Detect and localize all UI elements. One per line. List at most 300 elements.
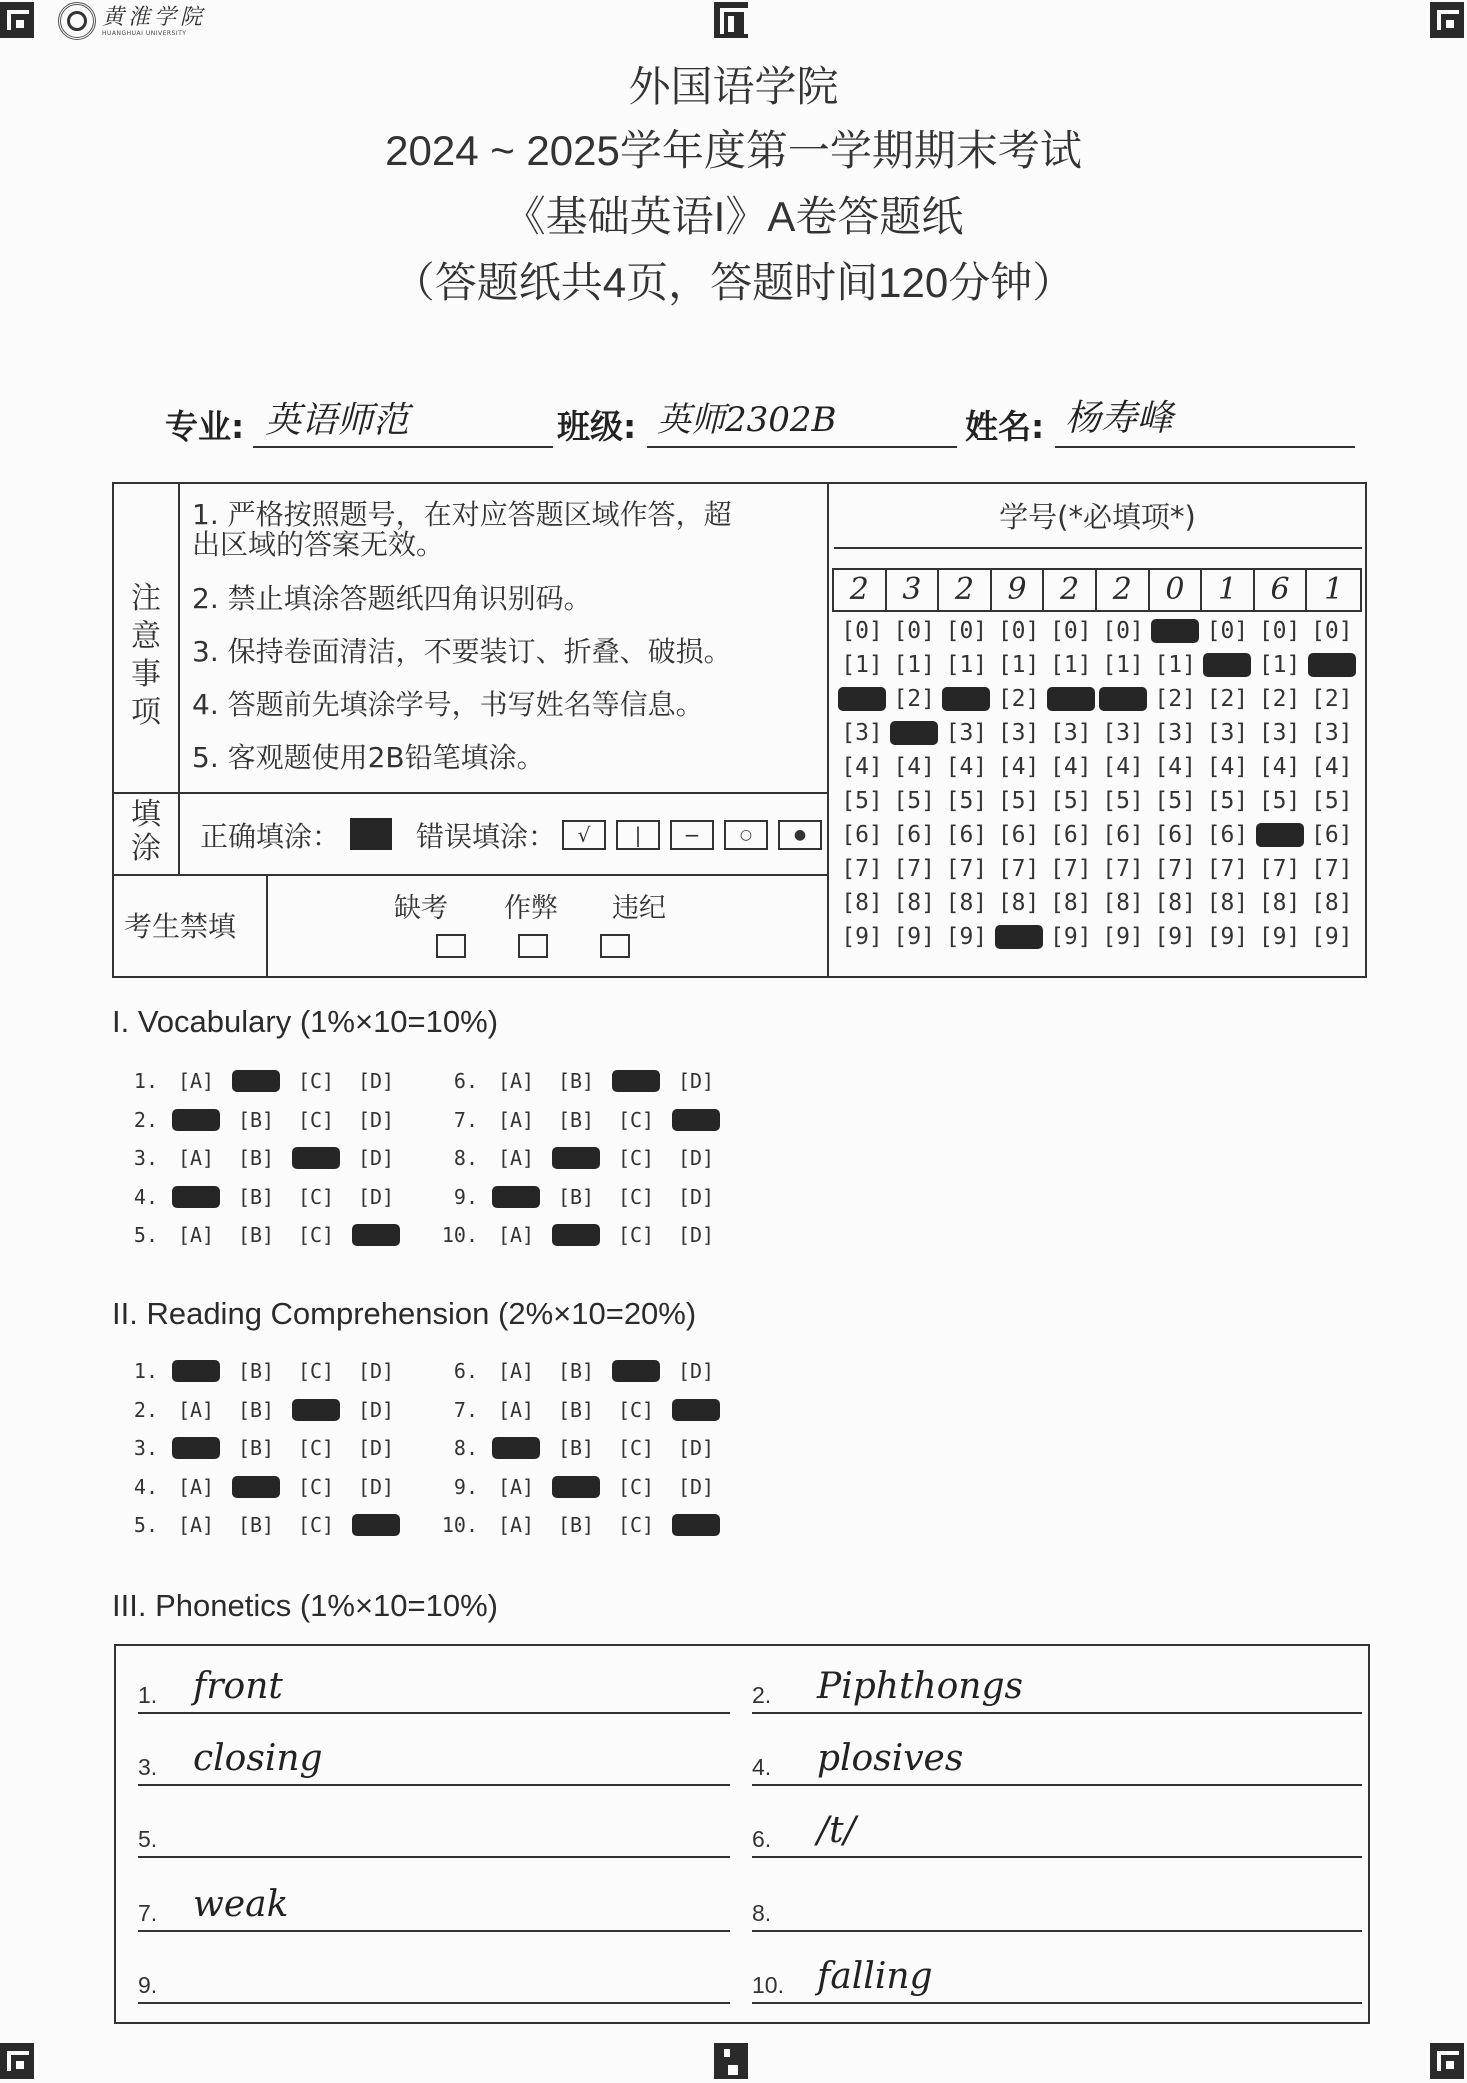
answer-option-d[interactable]	[672, 1399, 720, 1421]
notice-item-2: 2. 禁止填涂答题纸四角识别码。	[192, 582, 592, 615]
phonetics-answer-line[interactable]	[138, 1856, 730, 1858]
student-id-bubble[interactable]: [0]	[841, 618, 883, 644]
student-id-bubble[interactable]: [5]	[997, 788, 1040, 814]
student-id-bubble[interactable]: [0]	[893, 618, 935, 644]
student-id-bubble[interactable]: [4]	[1050, 754, 1092, 780]
student-id-bubble[interactable]: [4]	[997, 754, 1040, 780]
answer-option-c[interactable]: [C]	[297, 1184, 335, 1209]
question-row	[438, 1220, 738, 1250]
student-id-bubble[interactable]: [6]	[893, 822, 935, 848]
answer-option-a[interactable]	[172, 1437, 220, 1459]
answer-option-b[interactable]: [B]	[557, 1397, 595, 1422]
student-id-bubble[interactable]: [4]	[1206, 754, 1249, 780]
name-label: 姓名:	[965, 407, 1045, 446]
student-id-bubble[interactable]: [4]	[1154, 754, 1196, 780]
answer-option-a[interactable]: [A]	[497, 1146, 535, 1170]
phonetics-answer-line[interactable]	[752, 1712, 1362, 1714]
student-id-bubble[interactable]: [2]	[1206, 686, 1249, 712]
student-id-bubble[interactable]: [3]	[1050, 720, 1092, 746]
university-seal-icon	[58, 2, 96, 40]
wrong-fill-dash-icon: −	[670, 820, 714, 850]
question-row	[118, 1182, 418, 1212]
answer-option-d[interactable]: [D]	[357, 1436, 395, 1460]
student-id-bubble[interactable]	[1047, 687, 1095, 711]
notice-label: 注意事项	[131, 581, 161, 730]
question-number: 8.	[453, 1146, 478, 1170]
answer-option-d[interactable]: [D]	[677, 1474, 715, 1499]
answer-option-c[interactable]: [C]	[617, 1107, 655, 1132]
phonetics-answer-box	[114, 1644, 1370, 2024]
absent-label: 缺考	[394, 893, 448, 924]
answer-option-d[interactable]: [D]	[677, 1184, 715, 1209]
student-id-bubble[interactable]: [8]	[997, 890, 1040, 916]
student-id-digit[interactable]: 2	[1097, 570, 1150, 610]
answer-option-a[interactable]: [A]	[497, 1513, 535, 1537]
phonetics-answer-line[interactable]	[138, 2002, 730, 2004]
student-id-bubble[interactable]: [7]	[893, 856, 935, 882]
question-row	[118, 1395, 418, 1425]
student-id-bubble[interactable]: [5]	[841, 788, 883, 814]
student-id-bubble[interactable]: [1]	[841, 652, 883, 678]
student-id-digit[interactable]: 2	[1044, 570, 1097, 610]
phonetics-number: 2.	[752, 1682, 772, 1708]
answer-option-d[interactable]	[672, 1109, 720, 1131]
student-id-bubble[interactable]: [3]	[945, 720, 988, 746]
phonetics-answer-line[interactable]	[752, 1784, 1362, 1786]
answer-option-d[interactable]: [D]	[357, 1184, 395, 1209]
major-field[interactable]	[165, 392, 555, 452]
student-id-bubble[interactable]: [8]	[841, 890, 883, 916]
answer-option-c[interactable]: [C]	[617, 1474, 655, 1499]
student-id-bubble[interactable]: [9]	[1258, 924, 1301, 950]
answer-option-a[interactable]: [A]	[177, 1513, 215, 1537]
student-id-bubble[interactable]: [3]	[841, 720, 883, 746]
answer-option-c[interactable]: [C]	[617, 1223, 655, 1247]
question-row	[118, 1472, 418, 1502]
answer-option-d[interactable]	[352, 1224, 400, 1246]
answer-option-a[interactable]: [A]	[177, 1223, 215, 1247]
answer-option-c[interactable]: [C]	[297, 1069, 335, 1093]
question-row	[118, 1066, 418, 1096]
answer-option-c[interactable]: [C]	[297, 1436, 335, 1460]
answer-option-b[interactable]	[552, 1147, 600, 1169]
student-id-bubble[interactable]: [1]	[1154, 652, 1196, 678]
student-id-bubble[interactable]: [4]	[893, 754, 935, 780]
answer-option-c[interactable]: [C]	[297, 1474, 335, 1499]
student-id-bubble[interactable]: [7]	[1102, 856, 1144, 882]
student-id-bubble[interactable]	[1203, 653, 1251, 677]
student-id-bubble[interactable]: [5]	[1258, 788, 1301, 814]
phonetics-number: 8.	[752, 1900, 772, 1926]
question-number: 3.	[133, 1146, 158, 1170]
answer-option-c[interactable]: [C]	[297, 1513, 335, 1537]
notice-item-5: 5. 客观题使用2B铅笔填涂。	[192, 741, 545, 774]
student-id-bubble[interactable]: [1]	[945, 652, 988, 678]
section-reading-title: II. Reading Comprehension (2%×10=20%)	[112, 1296, 697, 1331]
center-marker-bottom	[714, 2043, 748, 2079]
paper-title: 《基础英语I》A卷答题纸	[503, 193, 964, 240]
student-id-bubble[interactable]: [8]	[1258, 890, 1301, 916]
answer-option-d[interactable]: [D]	[677, 1146, 715, 1170]
answer-option-b[interactable]	[232, 1070, 280, 1092]
answer-option-b[interactable]: [B]	[557, 1359, 595, 1383]
answer-option-d[interactable]: [D]	[357, 1107, 395, 1132]
notice-item-4: 4. 答题前先填涂学号，书写姓名等信息。	[192, 688, 704, 721]
question-row	[118, 1356, 418, 1386]
question-row	[438, 1356, 738, 1386]
violation-checkbox[interactable]	[600, 934, 630, 958]
student-id-bubble[interactable]: [4]	[841, 754, 883, 780]
student-id-bubble[interactable]: [9]	[893, 924, 935, 950]
student-id-bubble[interactable]: [3]	[1154, 720, 1196, 746]
student-id-bubble[interactable]: [2]	[1258, 686, 1301, 712]
question-row	[118, 1105, 418, 1135]
student-id-bubble[interactable]: [8]	[1102, 890, 1144, 916]
student-id-bubble[interactable]	[1151, 619, 1199, 643]
corner-marker-bottom-right	[1430, 2043, 1464, 2079]
answer-option-a[interactable]: [A]	[497, 1107, 535, 1132]
student-id-bubble[interactable]: [5]	[1050, 788, 1092, 814]
student-id-bubble[interactable]: [7]	[997, 856, 1040, 882]
notice-item-1-cont: 出区域的答案无效。	[192, 528, 445, 561]
answer-option-a[interactable]: [A]	[177, 1146, 215, 1170]
corner-marker-top-right	[1430, 2, 1464, 38]
cheating-label: 作弊	[504, 893, 558, 924]
phonetics-answer-line[interactable]	[138, 1784, 730, 1786]
answer-option-a[interactable]: [A]	[497, 1069, 535, 1093]
student-id-bubble[interactable]: [4]	[945, 754, 988, 780]
answer-option-a[interactable]	[172, 1186, 220, 1208]
student-id-bubble[interactable]: [5]	[1102, 788, 1144, 814]
answer-option-b[interactable]: [B]	[237, 1359, 275, 1383]
answer-option-b[interactable]: [B]	[557, 1436, 595, 1460]
answer-option-d[interactable]: [D]	[357, 1146, 395, 1170]
phonetics-answer-line[interactable]	[752, 1930, 1362, 1932]
corner-marker-top-left	[0, 2, 34, 38]
student-id-bubble[interactable]: [0]	[945, 618, 988, 644]
answer-option-c[interactable]: [C]	[297, 1359, 335, 1383]
student-id-bubble[interactable]: [0]	[1258, 618, 1301, 644]
answer-option-a[interactable]: [A]	[177, 1397, 215, 1422]
phonetics-number: 7.	[138, 1900, 158, 1926]
student-id-bubble[interactable]	[942, 687, 990, 711]
phonetics-answer-line[interactable]	[752, 2002, 1362, 2004]
student-id-bubble[interactable]: [6]	[1206, 822, 1249, 848]
student-id-bubble[interactable]: [2]	[1154, 686, 1196, 712]
answer-option-b[interactable]	[552, 1476, 600, 1498]
answer-option-a[interactable]	[492, 1437, 540, 1459]
question-number: 10.	[441, 1223, 478, 1247]
phonetics-answer: front	[193, 1666, 283, 1707]
answer-option-a[interactable]: [A]	[497, 1359, 535, 1383]
answer-option-d[interactable]: [D]	[357, 1474, 395, 1499]
correct-fill-example-icon	[350, 818, 392, 850]
question-number: 9.	[453, 1474, 478, 1499]
student-id-bubble[interactable]: [1]	[1050, 652, 1092, 678]
student-info-row	[165, 392, 1355, 452]
student-id-bubble[interactable]: [0]	[1050, 618, 1092, 644]
question-row	[118, 1143, 418, 1173]
student-id-bubble[interactable]: [2]	[1311, 686, 1353, 712]
answer-option-d[interactable]	[352, 1514, 400, 1536]
phonetics-number: 6.	[752, 1826, 772, 1852]
answer-option-c[interactable]	[292, 1147, 340, 1169]
student-id-digit[interactable]: 1	[1202, 570, 1255, 610]
wrong-fill-line-icon: |	[616, 820, 660, 850]
answer-option-d[interactable]: [D]	[677, 1069, 715, 1093]
answer-option-c[interactable]	[292, 1399, 340, 1421]
answer-option-b[interactable]	[552, 1224, 600, 1246]
major-value: 英语师范	[265, 400, 410, 441]
student-id-bubble[interactable]: [9]	[1206, 924, 1249, 950]
answer-option-c[interactable]	[612, 1360, 660, 1382]
paper-note: （答题纸共4页，答题时间120分钟）	[392, 259, 1075, 306]
answer-option-b[interactable]: [B]	[557, 1107, 595, 1132]
student-id-digit[interactable]: 0	[1150, 570, 1203, 610]
notice-item-3: 3. 保持卷面清洁，不要装订、折叠、破损。	[192, 635, 732, 668]
student-id-digit[interactable]: 2	[834, 570, 887, 610]
answer-option-b[interactable]: [B]	[237, 1107, 275, 1132]
answer-option-c[interactable]: [C]	[297, 1107, 335, 1132]
forbidden-label: 考生禁填	[124, 910, 237, 943]
answer-option-b[interactable]: [B]	[557, 1069, 595, 1093]
student-id-bubble[interactable]: [4]	[1102, 754, 1144, 780]
student-id-bubble[interactable]: [6]	[841, 822, 883, 848]
student-id-bubble[interactable]: [8]	[1206, 890, 1249, 916]
answer-option-c[interactable]	[612, 1070, 660, 1092]
wrong-fill-dot-icon: ●	[778, 820, 822, 850]
answer-option-d[interactable]: [D]	[357, 1397, 395, 1422]
answer-option-b[interactable]	[232, 1476, 280, 1498]
student-id-bubble[interactable]: [9]	[945, 924, 988, 950]
answer-option-b[interactable]: [B]	[237, 1223, 275, 1247]
question-row	[438, 1433, 738, 1463]
student-id-bubble[interactable]: [7]	[1311, 856, 1353, 882]
student-id-digit[interactable]: 6	[1255, 570, 1308, 610]
answer-option-a[interactable]	[172, 1109, 220, 1131]
question-row	[118, 1220, 418, 1250]
answer-option-d[interactable]: [D]	[357, 1359, 395, 1383]
question-number: 1.	[133, 1359, 158, 1383]
student-id-bubble[interactable]: [7]	[1154, 856, 1196, 882]
class-label: 班级:	[557, 407, 637, 446]
answer-option-a[interactable]	[172, 1360, 220, 1382]
student-id-bubble[interactable]: [1]	[1102, 652, 1144, 678]
logo-name-cn: 黄淮学院	[102, 4, 207, 30]
answer-option-a[interactable]: [A]	[177, 1069, 215, 1093]
answer-option-a[interactable]: [A]	[497, 1474, 535, 1499]
student-id-bubble[interactable]: [4]	[1311, 754, 1353, 780]
student-id-bubble[interactable]: [7]	[1206, 856, 1249, 882]
violation-label: 违纪	[612, 893, 666, 924]
student-id-bubble[interactable]: [5]	[945, 788, 988, 814]
wrong-fill-circle-icon: ○	[724, 820, 768, 850]
phonetics-number: 1.	[138, 1682, 158, 1708]
student-id-bubble[interactable]: [3]	[1258, 720, 1301, 746]
phonetics-answer: plosives	[817, 1738, 964, 1779]
name-value: 杨寿峰	[1065, 398, 1174, 439]
answer-option-a[interactable]: [A]	[497, 1223, 535, 1247]
question-number: 3.	[133, 1436, 158, 1460]
question-number: 9.	[453, 1184, 478, 1209]
answer-option-d[interactable]: [D]	[677, 1436, 715, 1460]
answer-option-a[interactable]: [A]	[177, 1474, 215, 1499]
answer-option-a[interactable]	[492, 1186, 540, 1208]
student-id-bubble[interactable]: [1]	[1258, 652, 1301, 678]
answer-option-b[interactable]: [B]	[557, 1184, 595, 1209]
phonetics-answer: Piphthongs	[817, 1666, 1023, 1707]
student-id-digit[interactable]: 9	[992, 570, 1045, 610]
student-id-bubble[interactable]: [3]	[1102, 720, 1144, 746]
phonetics-number: 4.	[752, 1754, 772, 1780]
student-id-bubble[interactable]: [5]	[1154, 788, 1196, 814]
phonetics-answer: /t/	[817, 1810, 856, 1851]
student-id-bubble[interactable]: [4]	[1258, 754, 1301, 780]
student-id-bubble[interactable]: [3]	[1206, 720, 1249, 746]
question-row	[438, 1395, 738, 1425]
student-id-bubble[interactable]: [6]	[997, 822, 1040, 848]
student-id-bubble[interactable]	[995, 925, 1043, 949]
answer-option-a[interactable]: [A]	[497, 1397, 535, 1422]
phonetics-answer: weak	[193, 1884, 289, 1925]
answer-option-d[interactable]: [D]	[677, 1223, 715, 1247]
question-number: 8.	[453, 1436, 478, 1460]
answer-option-b[interactable]: [B]	[237, 1184, 275, 1209]
student-id-bubble[interactable]: [9]	[1154, 924, 1196, 950]
student-id-bubble[interactable]: [7]	[841, 856, 883, 882]
student-id-bubble[interactable]: [1]	[893, 652, 935, 678]
corner-marker-bottom-left	[0, 2043, 34, 2079]
question-number: 6.	[453, 1069, 478, 1093]
student-id-bubble[interactable]: [5]	[1311, 788, 1353, 814]
student-id-bubble[interactable]: [6]	[945, 822, 988, 848]
student-id-bubble[interactable]: [8]	[1311, 890, 1353, 916]
answer-option-b[interactable]: [B]	[557, 1513, 595, 1537]
school-title: 外国语学院	[628, 63, 839, 110]
answer-option-c[interactable]: [C]	[297, 1223, 335, 1247]
class-value: 英师2302B	[657, 400, 837, 440]
student-id-bubble[interactable]: [5]	[893, 788, 935, 814]
phonetics-number: 9.	[138, 1972, 158, 1998]
student-id-bubble[interactable]	[1099, 687, 1147, 711]
answer-option-c[interactable]: [C]	[617, 1397, 655, 1422]
student-id-bubble[interactable]	[838, 687, 886, 711]
answer-option-c[interactable]: [C]	[617, 1184, 655, 1209]
student-id-bubble[interactable]: [9]	[1311, 924, 1353, 950]
answer-option-b[interactable]: [B]	[237, 1397, 275, 1422]
student-id-bubble[interactable]: [3]	[1311, 720, 1353, 746]
answer-option-c[interactable]: [C]	[617, 1436, 655, 1460]
question-number: 4.	[133, 1474, 158, 1499]
student-id-bubble[interactable]: [6]	[1102, 822, 1144, 848]
student-id-bubble[interactable]: [0]	[1102, 618, 1144, 644]
cheating-checkbox[interactable]	[518, 934, 548, 958]
student-id-bubble[interactable]: [6]	[1050, 822, 1092, 848]
question-number: 1.	[133, 1069, 158, 1093]
student-id-bubble[interactable]: [7]	[1258, 856, 1301, 882]
student-id-bubble[interactable]	[1256, 823, 1304, 847]
student-id-bubble[interactable]: [2]	[997, 686, 1040, 712]
answer-option-d[interactable]: [D]	[677, 1359, 715, 1383]
phonetics-answer: closing	[193, 1738, 323, 1779]
answer-option-c[interactable]: [C]	[617, 1513, 655, 1537]
question-number: 5.	[133, 1513, 158, 1537]
student-id-bubble[interactable]: [9]	[1102, 924, 1144, 950]
phonetics-answer-line[interactable]	[752, 1856, 1362, 1858]
answer-option-c[interactable]: [C]	[617, 1146, 655, 1170]
question-number: 2.	[133, 1107, 158, 1132]
student-id-bubble[interactable]: [0]	[1311, 618, 1353, 644]
student-id-bubble[interactable]: [9]	[1050, 924, 1092, 950]
student-id-digit[interactable]: 3	[887, 570, 940, 610]
phonetics-answer-line[interactable]	[138, 1930, 730, 1932]
wrong-fill-label: 错误填涂：	[416, 820, 557, 853]
student-id-digit[interactable]: 1	[1324, 572, 1344, 607]
answer-option-b[interactable]: [B]	[237, 1513, 275, 1537]
student-id-bubble[interactable]: [8]	[945, 890, 988, 916]
student-id-bubble[interactable]: [0]	[997, 618, 1040, 644]
question-row	[118, 1433, 418, 1463]
question-number: 2.	[133, 1397, 158, 1422]
student-id-bubble[interactable]: [9]	[841, 924, 883, 950]
answer-option-b[interactable]: [B]	[237, 1436, 275, 1460]
answer-option-b[interactable]: [B]	[237, 1146, 275, 1170]
absent-checkbox[interactable]	[436, 934, 466, 958]
correct-fill-label: 正确填涂：	[200, 820, 341, 853]
question-row	[438, 1182, 738, 1212]
university-logo	[58, 2, 206, 40]
answer-option-d[interactable]	[672, 1514, 720, 1536]
student-id-bubble[interactable]	[890, 721, 938, 745]
student-id-bubble[interactable]: [8]	[1154, 890, 1196, 916]
answer-option-d[interactable]: [D]	[357, 1069, 395, 1093]
name-field[interactable]	[965, 392, 1355, 452]
notice-item-1: 1. 严格按照题号，在对应答题区域作答，超	[192, 498, 732, 531]
student-id-bubble[interactable]: [5]	[1206, 788, 1249, 814]
class-field[interactable]	[557, 392, 957, 452]
student-id-bubble[interactable]: [8]	[893, 890, 935, 916]
question-row	[438, 1105, 738, 1135]
student-id-bubble[interactable]: [7]	[945, 856, 988, 882]
student-id-bubble[interactable]: [3]	[997, 720, 1040, 746]
student-id-bubble[interactable]: [7]	[1050, 856, 1092, 882]
student-id-digit[interactable]: 2	[939, 570, 992, 610]
question-number: 7.	[453, 1397, 478, 1422]
question-number: 10.	[441, 1513, 478, 1537]
student-id-bubble[interactable]	[1308, 653, 1356, 677]
phonetics-answer-line[interactable]	[138, 1712, 730, 1714]
phonetics-number: 3.	[138, 1754, 158, 1780]
student-id-bubble[interactable]: [6]	[1311, 822, 1353, 848]
question-number: 6.	[453, 1359, 478, 1383]
question-number: 4.	[133, 1184, 158, 1209]
student-id-bubble[interactable]: [2]	[893, 686, 935, 712]
question-row	[438, 1143, 738, 1173]
phonetics-number: 5.	[138, 1826, 158, 1852]
student-id-title: 学号(*必填项*)	[999, 500, 1196, 534]
fill-label: 填 涂	[131, 797, 161, 866]
section-phonetics-title: III. Phonetics (1%×10=10%)	[112, 1588, 499, 1623]
student-id-bubble[interactable]: [8]	[1050, 890, 1092, 916]
question-number: 7.	[453, 1107, 478, 1132]
student-id-bubble[interactable]: [6]	[1154, 822, 1196, 848]
student-id-bubble[interactable]: [1]	[997, 652, 1040, 678]
student-id-bubble[interactable]: [0]	[1206, 618, 1249, 644]
question-row	[118, 1510, 418, 1540]
student-id-digit-boxes[interactable]	[832, 568, 1362, 612]
question-number: 5.	[133, 1223, 158, 1247]
question-row	[438, 1510, 738, 1540]
